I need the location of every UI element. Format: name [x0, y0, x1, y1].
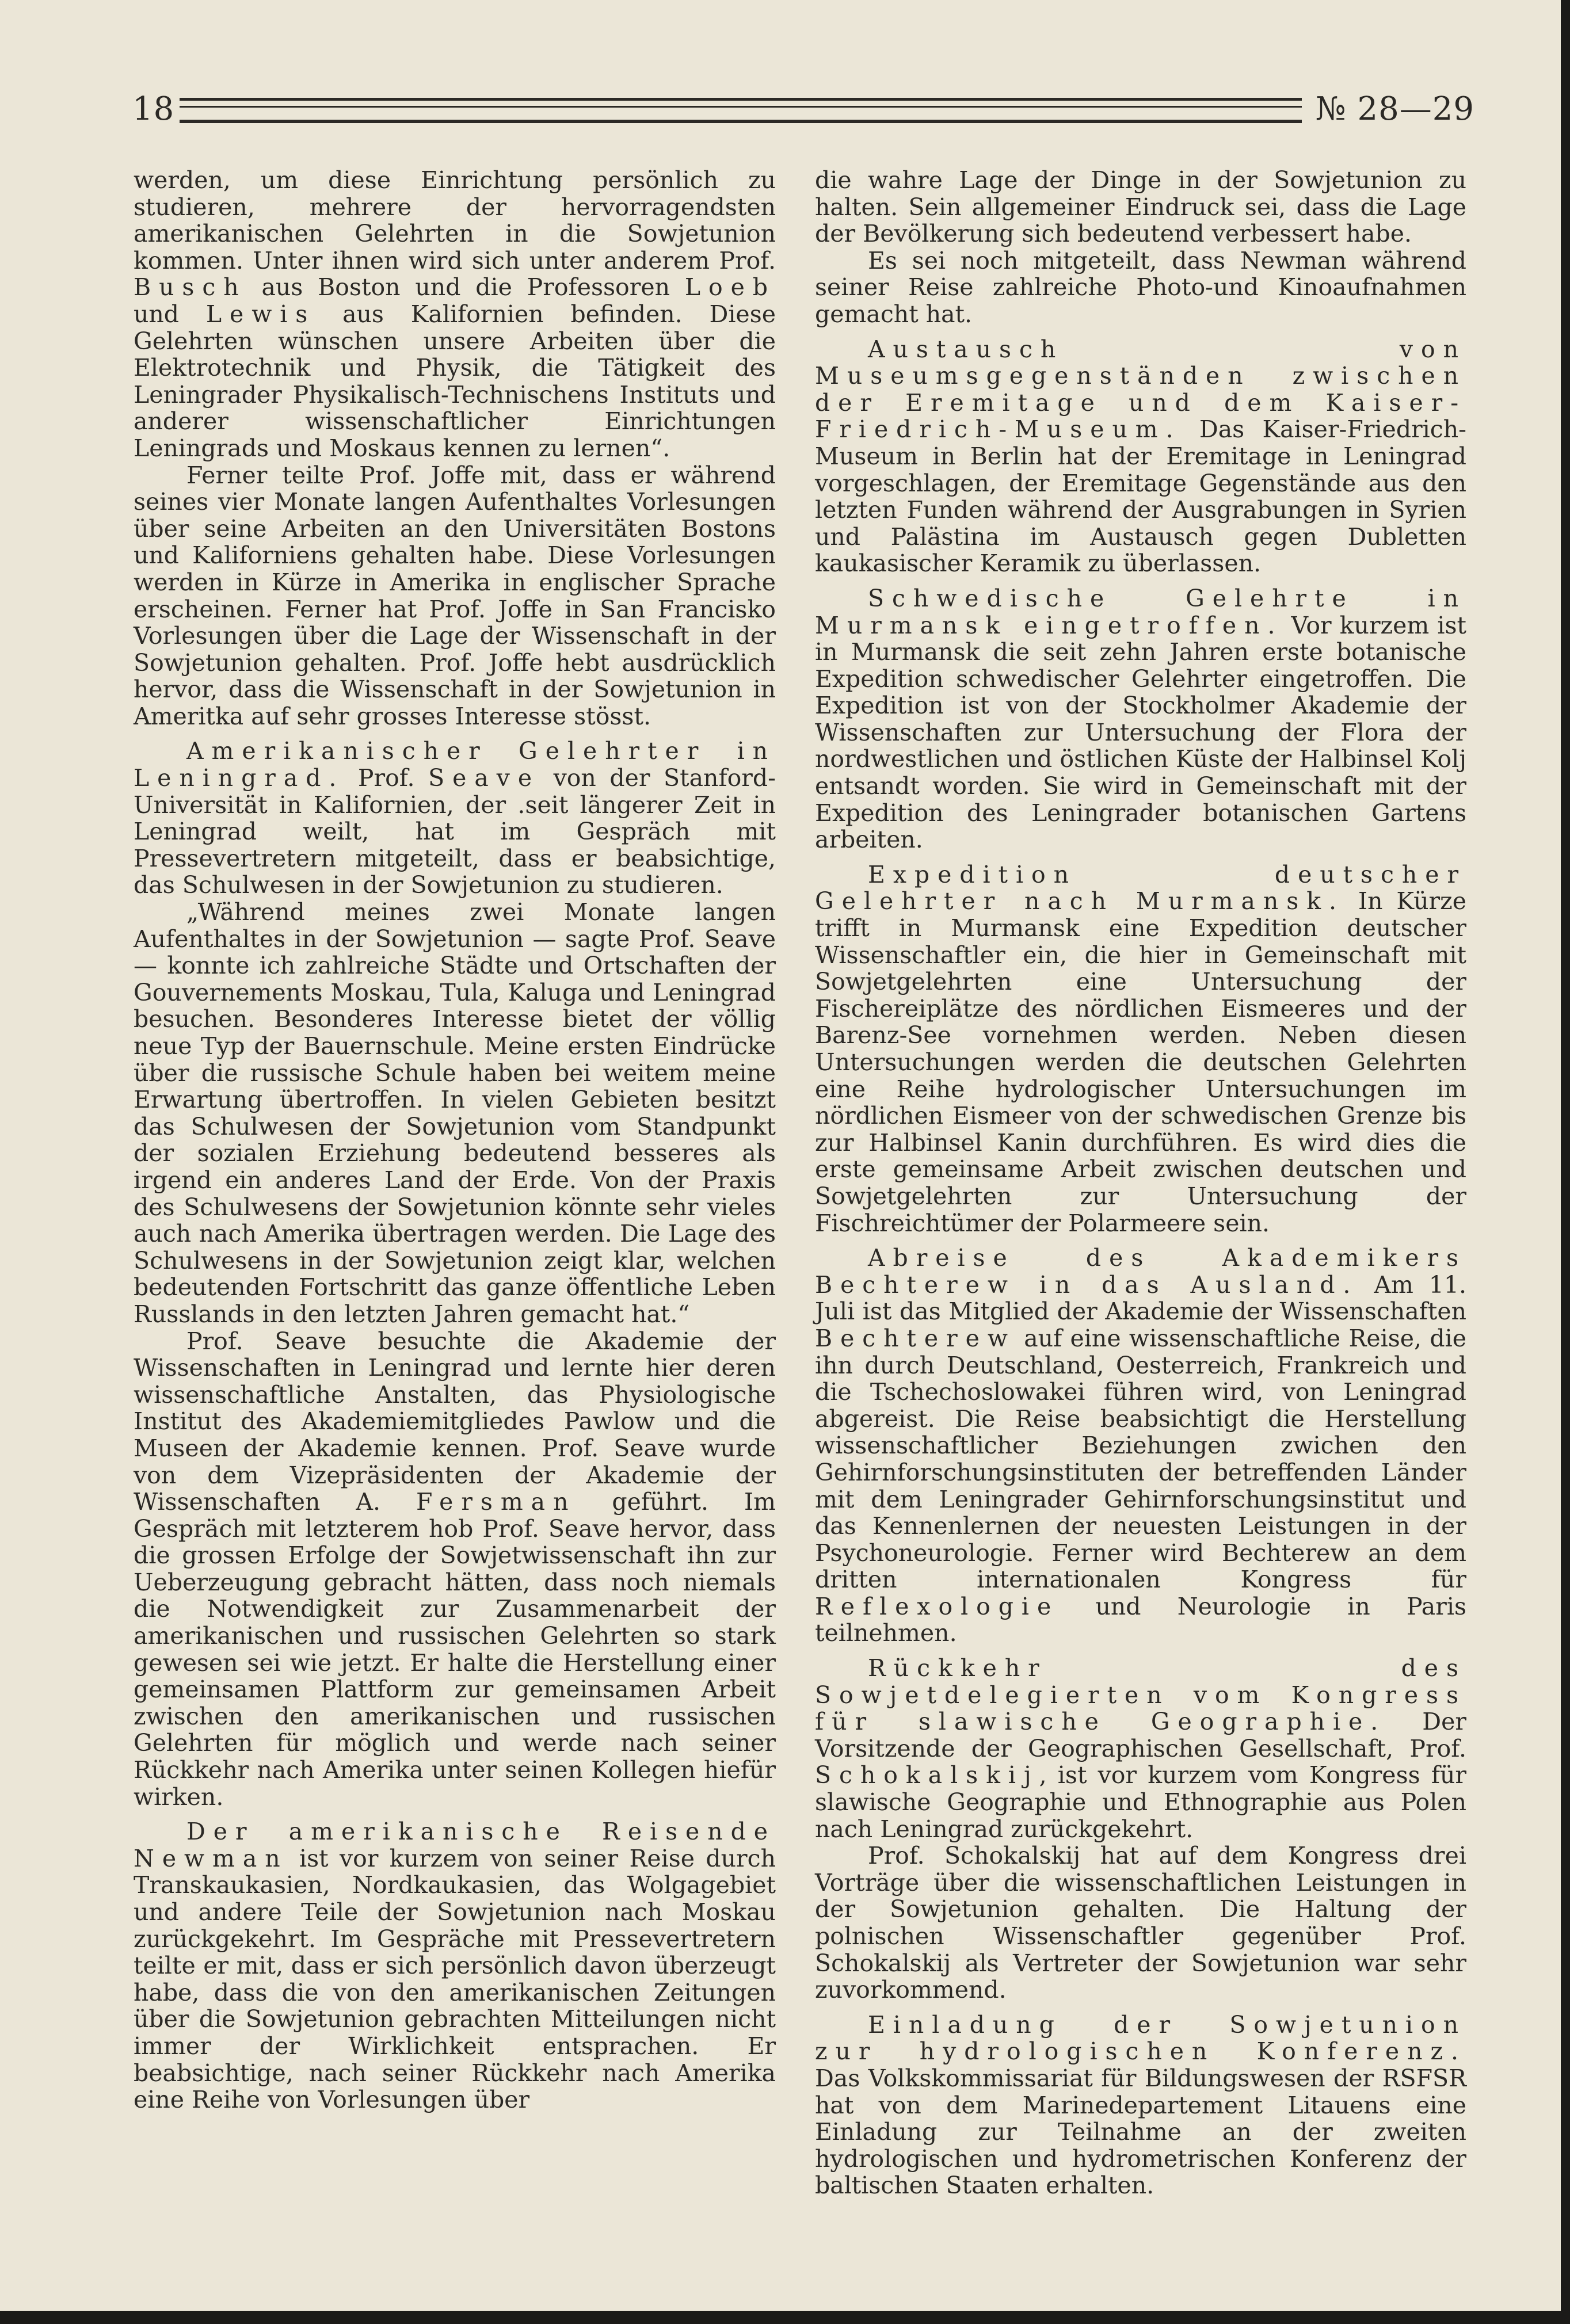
- spaced-name: Fersman: [416, 1488, 577, 1516]
- spaced-name: Loeb: [684, 273, 776, 302]
- news-headline: Der amerikanische Reisende Newman: [134, 1818, 776, 1872]
- news-item: Abreise des Akademikers Bechterew in das Ausland. Am 11. Juli ist das Mitglied der Akademie der Wissenschaften Bechterew auf eine wissenschaftliche Reise, die ihn durch Deutschland, Oesterreich, Frankreich und die Tschechoslowakei führen wird, von Leningrad abgereist. Die Reise beabsichtigt die Herstellung wissenschaftlicher Beziehungen zwichen den Gehirnforschungsinstituten der betreffenden Länder mit dem Leningrader Gehirnforschungsinstitut und das Kennenlernen der neuesten Leistungen in der Psychoneurologie. Ferner wird Bechterew an dem dritten internationalen Kongress für Reflexologie und Neurologie in Paris teilnehmen.: [815, 1244, 1466, 1647]
- news-item: Expedition deutscher Gelehrter nach Murmansk. In Kürze trifft in Murmansk eine Expedition deutscher Wissenschaftler ein, die hier in Gemeinschaft mit Sowjetgelehrten eine Untersuchung der Fischereiplätze des nördlichen Eismeeres und der Barenz-See vornehmen werden. Neben diesen Untersuchungen werden die deutschen Gelehrten eine Reihe hydrologischer Untersuchungen im nördlichen Eismeer von der schwedischen Grenze bis zur Halbinsel Kanin durchführen. Es wird dies die erste gemeinsame Arbeit zwischen deutschen und Sowjetgelehrten zur Untersuchung der Fischreichtümer der Polarmeere sein.: [815, 860, 1466, 1237]
- news-item: Rückkehr des Sowjetdelegierten vom Kongress für slawische Geographie. Der Vorsitzende der Geographischen Gesellschaft, Prof. Schokalskij, ist vor kurzem vom Kongress für slawische Geographie und Ethnographie aus Polen nach Leningrad zurückgekehrt.: [815, 1654, 1466, 1843]
- article-paragraph: Es sei noch mitgeteilt, dass Newman während seiner Reise zahlreiche Photo-und Kinoaufnahmen gemacht hat.: [815, 246, 1466, 328]
- page-header: [132, 86, 1474, 132]
- news-item: Schwedische Gelehrte in Murmansk eingetroffen. Vor kurzem ist in Murmansk die seit zehn Jahren erste botanische Expedition schwedischer Gelehrter eingetroffen. Die Expedition ist von der Stockholmer Akademie der Wissenschaften zur Untersuchung der Flora der nordwestlichen und östlichen Küste der Halbinsel Kolj entsandt worden. Sie wird in Gemeinschaft mit der Expedition des Leningrader botanischen Gartens arbeiten.: [815, 584, 1466, 854]
- article-paragraph: Prof. Schokalskij hat auf dem Kongress drei Vorträge über die wissenschaftlichen Leistungen in der Sowjetunion gehalten. Die Haltung der polnischen Wissenschaftler gegenüber Prof. Schokalskij als Vertreter der Sowjetunion war sehr zuvorkommend.: [815, 1842, 1466, 2004]
- spaced-term: Reflexologie: [815, 1592, 1060, 1620]
- spaced-name: Busch: [134, 273, 247, 302]
- spaced-name: Lewis: [205, 300, 316, 328]
- news-headline: Amerikanischer Gelehrter in Leningrad.: [134, 737, 776, 792]
- spaced-name: Seave: [428, 764, 540, 792]
- article-paragraph: Prof. Seave besuchte die Akademie der Wissenschaften in Leningrad und lernte hier deren wissenschaftliche Anstalten, das Physiologische Institut des Akademiemitgliedes Pawlow und die Museen der Akademie kennen. Prof. Seave wurde von dem Vizepräsidenten der Akademie der Wissenschaften A. Fersman geführt. Im Gespräch mit letzterem hob Prof. Seave hervor, dass die grossen Erfolge der Sowjetwissenschaft ihn zur Ueberzeugung gebracht hätten, dass noch niemals die Notwendigkeit zur Zusammenarbeit der amerikanischen und russischen Gelehrten so stark gewesen sei wie jetzt. Er halte die Herstellung einer gemeinsamen Plattform zur gemeinsamen Arbeit zwischen den amerikanischen und russischen Gelehrten für möglich und werde nach seiner Rückkehr nach Amerika unter seinen Kollegen hiefür wirken.: [134, 1327, 776, 1811]
- news-headline: Rückkehr des Sowjetdelegierten vom Kongress für slawische Geographie.: [815, 1654, 1466, 1736]
- news-item: Amerikanischer Gelehrter in Leningrad. Prof. Seave von der Stanford-Universität in Kalifornien, der .seit längerer Zeit in Leningrad weilt, hat im Gespräch mit Pressevertretern mitgeteilt, dass er beabsichtige, das Schulwesen in der Sowjetunion zu studieren.: [134, 737, 776, 899]
- news-item: Der amerikanische Reisende Newman ist vor kurzem von seiner Reise durch Transkaukasien, Nordkaukasien, das Wolgagebiet und andere Teile der Sowjetunion nach Moskau zurückgekehrt. Im Gespräche mit Pressevertretern teilte er mit, dass er sich persönlich davon überzeugt habe, dass die von den amerikanischen Zeitungen über die Sowjetunion gebrachten Mitteilungen nicht immer der Wirklichkeit entsprachen. Er beabsichtige, nach seiner Rückkehr nach Amerika eine Reihe von Vorlesungen über: [134, 1818, 776, 2114]
- article-paragraph: Ferner teilte Prof. Joffe mit, dass er während seines vier Monate langen Aufenthaltes Vorlesungen über seine Arbeiten an den Universitäten Bostons und Kaliforniens gehalten habe. Diese Vorlesungen werden in Kürze in Amerika in englischer Sprache erscheinen. Ferner hat Prof. Joffe in San Francisko Vorlesungen über die Lage der Wissenschaft in der Sowjetunion gehalten. Prof. Joffe hebt ausdrücklich hervor, dass die Wissenschaft in der Sowjetunion in Ameritka auf sehr grosses Interesse stösst.: [134, 461, 776, 730]
- header-rule: [180, 98, 1302, 101]
- news-headline: Austausch von Museumsgegenständen zwischen der Eremitage und dem Kaiser-Friedrich-Museum.: [815, 335, 1466, 444]
- news-item: Einladung der Sowjetunion zur hydrologischen Konferenz. Das Volkskommissariat für Bildungswesen der RSFSR hat von dem Marinedepartement Litauens eine Einladung zur Teilnahme an der zweiten hydrologischen und hydrometrischen Konferenz der baltischen Staaten erhalten.: [815, 2010, 1466, 2200]
- header-rule: [180, 106, 1302, 108]
- left-column: [134, 167, 776, 2113]
- news-headline: Expedition deutscher Gelehrter nach Murmansk.: [815, 860, 1466, 915]
- spaced-name: Bechterew: [815, 1324, 1016, 1352]
- news-headline: Schwedische Gelehrte in Murmansk eingetroffen.: [815, 584, 1466, 639]
- page-number: 18: [132, 90, 175, 128]
- news-item: Austausch von Museumsgegenständen zwischen der Eremitage und dem Kaiser-Friedrich-Museum. Das Kaiser-Friedrich-Museum in Berlin hat der Eremitage in Leningrad vorgeschlagen, der Eremitage Gegenstände aus den letzten Funden während der Ausgrabungen in Syrien und Palästina im Austausch gegen Dubletten kaukasischer Keramik zu überlassen.: [815, 335, 1466, 578]
- article-paragraph: die wahre Lage der Dinge in der Sowjetunion zu halten. Sein allgemeiner Eindruck sei, dass die Lage der Bevölkerung sich bedeutend verbessert habe.: [815, 166, 1466, 248]
- spaced-name: Schokalskij: [815, 1761, 1039, 1789]
- news-headline: Abreise des Akademikers Bechterew in das Ausland.: [815, 1244, 1466, 1299]
- article-paragraph: werden, um diese Einrichtung persönlich zu studieren, mehrere der hervorragendsten amerikanischen Gelehrten in die Sowjetunion kommen. Unter ihnen wird sich unter anderem Prof. Busch aus Boston und die Professoren Loeb und Lewis aus Kalifornien befinden. Diese Gelehrten wünschen unsere Arbeiten über die Elektrotechnik und Physik, die Tätigkeit des Leningrader Physikalisch-Technischens Instituts und anderer wissenschaftlicher Einrichtungen Leningrads und Moskaus kennen zu lernen“.: [134, 166, 776, 462]
- header-rule: [180, 120, 1302, 123]
- issue-number: № 28—29: [1315, 90, 1474, 128]
- news-headline: Einladung der Sowjetunion zur hydrologischen Konferenz.: [815, 2010, 1466, 2066]
- right-column: [815, 167, 1466, 2199]
- article-paragraph: „Während meines zwei Monate langen Aufenthaltes in der Sowjetunion — sagte Prof. Seave— konnte ich zahlreiche Städte und Ortschaften der Gouvernements Moskau, Tula, Kaluga und Leningrad besuchen. Besonderes Interesse bietet der völlig neue Typ der Bauernschule. Meine ersten Eindrücke über die russische Schule haben bei weitem meine Erwartung übertroffen. In vielen Gebieten besitzt das Schulwesen der Sowjetunion vom Standpunkt der sozialen Erziehung bedeutend besseres als irgend ein anderes Land der Erde. Von der Praxis des Schulwesens der Sowjetunion könnte sehr vieles auch nach Amerika übertragen werden. Die Lage des Schulwesens in der Sowjetunion zeigt klar, welchen bedeutenden Fortschritt das ganze öffentliche Leben Russlands in den letzten Jahren gemacht hat.“: [134, 898, 776, 1328]
